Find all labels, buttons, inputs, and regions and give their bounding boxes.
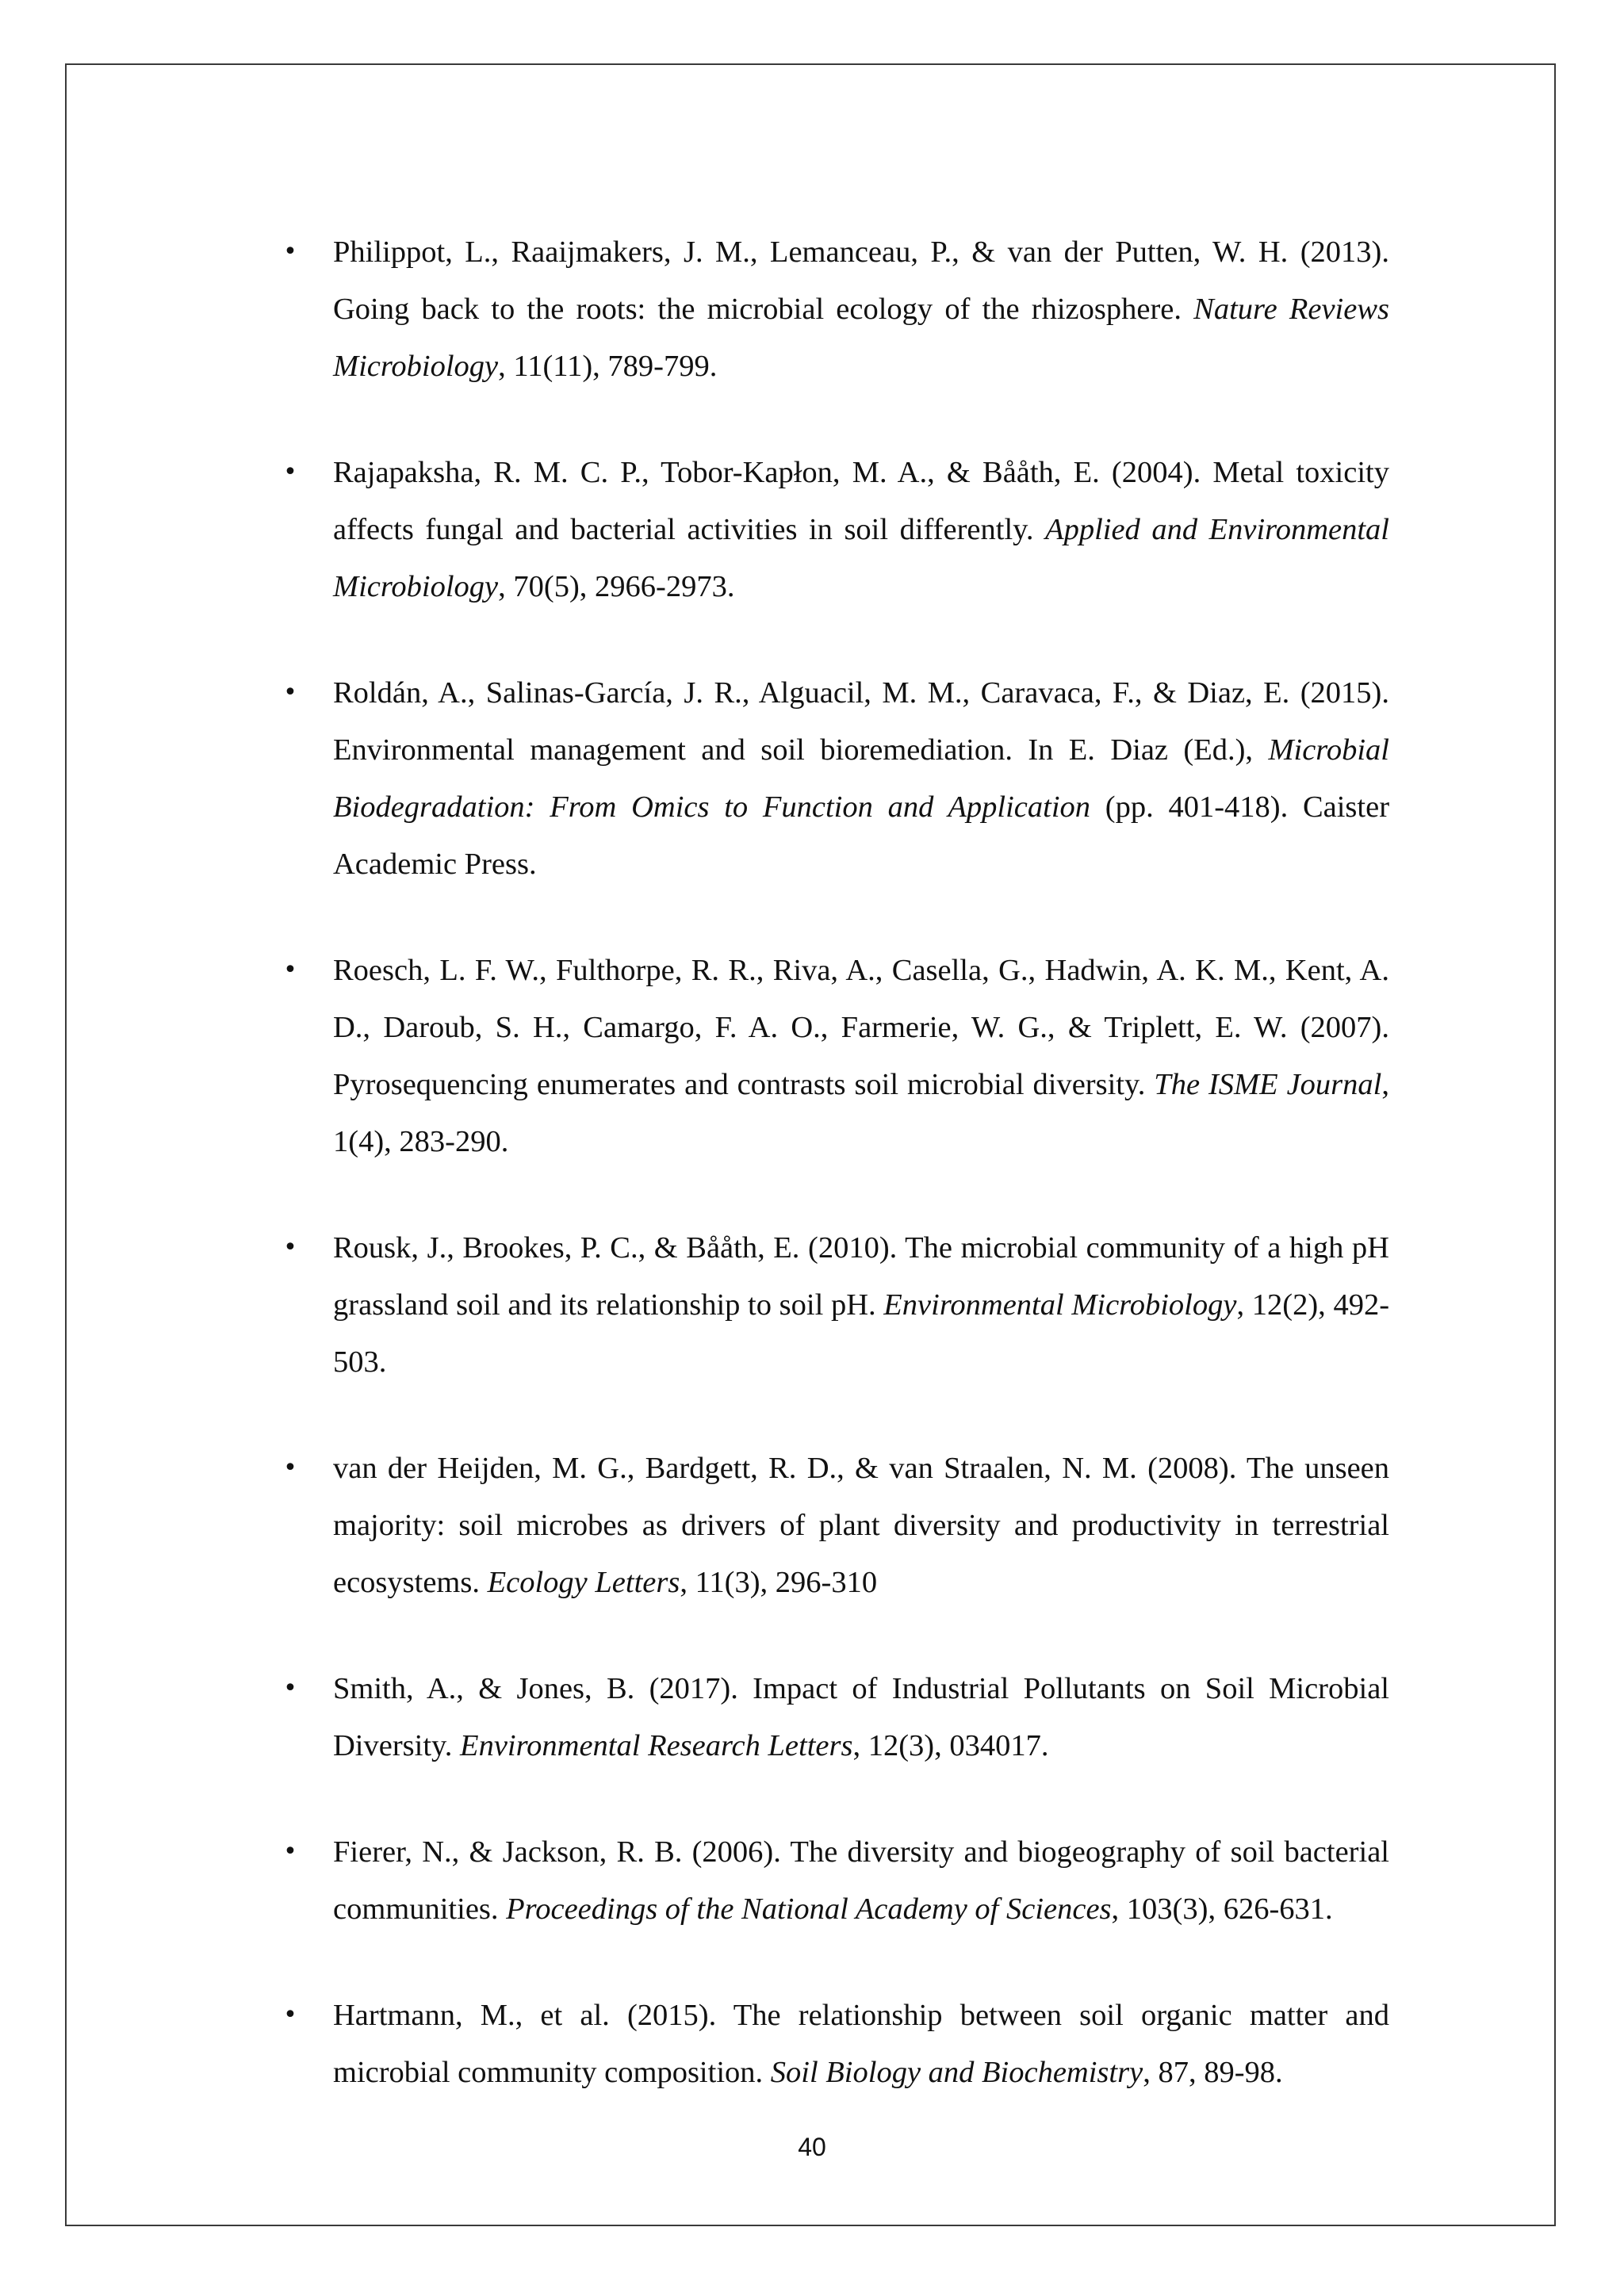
reference-authors-title: Rousk, J., Brookes, P. C., & Bååth, E. (2010). The microbial community of a high pH grassland soil and its relationship to soil pH. — [333, 1231, 1389, 1322]
reference-details: , 11(3), 296-310 — [680, 1566, 878, 1599]
reference-journal: Ecology Letters — [487, 1566, 680, 1599]
reference-authors-title: van der Heijden, M. G., Bardgett, R. D., & van Straalen, N. M. (2008). The unseen majority: soil microbes as drivers of plant diversity and productivity in terrestrial ecosystems. — [333, 1452, 1389, 1599]
reference-authors-title: Smith, A., & Jones, B. (2017). Impact of Industrial Pollutants on Soil Microbial Diversity. — [333, 1672, 1389, 1762]
reference-item-smith — [283, 1660, 1389, 1774]
reference-item-rajapaksha — [283, 444, 1389, 615]
reference-journal: Soil Biology and Biochemistry — [770, 2056, 1143, 2089]
reference-text — [333, 235, 1389, 383]
reference-item-roesch — [283, 942, 1389, 1170]
reference-details: (pp. 401-418). Caister Academic Press. — [333, 790, 1390, 881]
bullet-icon: • — [283, 956, 297, 984]
reference-text — [333, 456, 1389, 603]
bullet-icon: • — [283, 238, 297, 266]
reference-text — [333, 1231, 1389, 1379]
reference-details: , 12(2), 492-503. — [333, 1288, 1390, 1379]
bullet-icon: • — [283, 1454, 297, 1482]
reference-authors-title: Fierer, N., & Jackson, R. B. (2006). The diversity and biogeography of soil bacterial communities. — [333, 1835, 1389, 1926]
reference-journal: The ISME Journal — [1154, 1068, 1382, 1101]
bullet-icon: • — [283, 1838, 297, 1866]
reference-item-roldan — [283, 664, 1390, 893]
reference-journal: Nature Reviews Microbiology — [333, 293, 1389, 383]
reference-item-hartmann — [283, 1987, 1389, 2101]
reference-item-philippot — [283, 224, 1389, 395]
reference-authors-title: Roldán, A., Salinas-García, J. R., Alguacil, M. M., Caravaca, F., & Diaz, E. (2015). Environmental management and soil bioremediation. In E. Diaz (Ed.), — [333, 676, 1389, 767]
reference-authors-title: Hartmann, M., et al. (2015). The relationship between soil organic matter and microbial community composition. — [333, 1999, 1389, 2089]
page-number: 40 — [798, 2133, 826, 2161]
reference-text — [333, 1999, 1389, 2089]
reference-text — [333, 676, 1389, 881]
bullet-icon: • — [283, 458, 297, 486]
reference-journal: Environmental Microbiology — [883, 1288, 1237, 1322]
reference-text — [333, 1452, 1389, 1599]
reference-authors-title: Philippot, L., Raaijmakers, J. M., Lemanceau, P., & van der Putten, W. H. (2013). Going back to the roots: the microbial ecology of the rhizosphere. — [333, 235, 1389, 326]
reference-details: , 87, 89-98. — [1143, 2056, 1283, 2089]
reference-book-title: Microbial Biodegradation: From Omics to Function and Application — [333, 733, 1389, 824]
reference-item-rousk — [283, 1219, 1390, 1391]
reference-authors-title: Roesch, L. F. W., Fulthorpe, R. R., Riva, A., Casella, G., Hadwin, A. K. M., Kent, A. D., Daroub, S. H., Camargo, F. A. O., Farmerie, W. G., & Triplett, E. W. (2007). Pyrosequencing enumerates and contrasts soil microbial diversity. — [333, 954, 1389, 1101]
reference-details: , 1(4), 283-290. — [333, 1068, 1389, 1158]
reference-details: , 12(3), 034017. — [852, 1729, 1049, 1762]
bullet-icon: • — [283, 1234, 297, 1261]
reference-authors-title: Rajapaksha, R. M. C. P., Tobor-Kapłon, M. A., & Bååth, E. (2004). Metal toxicity affects fungal and bacterial activities in soil differently. — [333, 456, 1389, 546]
reference-journal: Applied and Environmental Microbiology — [333, 513, 1389, 603]
reference-item-fierer — [283, 1823, 1389, 1938]
bullet-icon: • — [283, 2001, 297, 2029]
reference-text — [333, 1835, 1389, 1926]
bullet-icon: • — [283, 679, 297, 706]
reference-details: , 11(11), 789-799. — [498, 350, 718, 383]
reference-item-van-der-heijden — [283, 1440, 1389, 1611]
reference-journal: Environmental Research Letters — [460, 1729, 853, 1762]
reference-details: , 103(3), 626-631. — [1111, 1892, 1333, 1926]
reference-journal: Proceedings of the National Academy of Sciences — [506, 1892, 1112, 1926]
reference-text — [333, 954, 1389, 1158]
reference-list — [283, 224, 1390, 2101]
reference-details: , 70(5), 2966-2973. — [498, 570, 735, 603]
bullet-icon: • — [283, 1674, 297, 1702]
reference-text — [333, 1672, 1389, 1762]
